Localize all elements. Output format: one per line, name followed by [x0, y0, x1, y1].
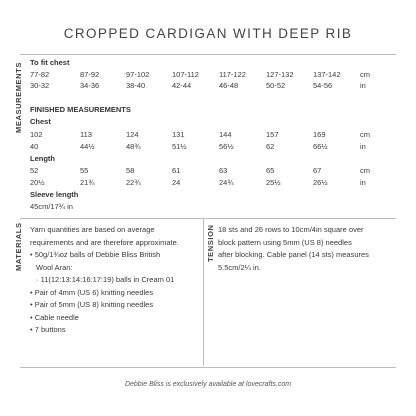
chest-cm-cell: 113 [80, 130, 92, 139]
to-fit-cm-cell: 77-82 [30, 70, 50, 79]
length-cm-cell: 52 [30, 166, 39, 175]
length-cm-cell: 63 [219, 166, 228, 175]
to-fit-in-cell: 30-32 [30, 81, 50, 90]
divider-top [20, 54, 396, 55]
to-fit-in-cell: 34-36 [80, 81, 100, 90]
materials-needles-4mm: • Pair of 4mm (US 6) knitting needles [30, 287, 154, 297]
materials-label: MATERIALS [14, 222, 23, 271]
length-in-cell: 21¾ [80, 178, 95, 187]
length-cm-cell: 61 [172, 166, 181, 175]
tension-line3: after blocking. Cable panel (14 sts) measures [218, 250, 369, 259]
length-cm-cell: 55 [80, 166, 89, 175]
tension-line2: block pattern using 5mm (US 8) needles [218, 237, 352, 247]
to-fit-cm-cell: 127-132 [266, 70, 294, 79]
chest-cm-cell: 102 [30, 130, 43, 139]
to-fit-in-unit: in [360, 81, 366, 90]
materials-needles-5mm: • Pair of 5mm (US 8) knitting needles [30, 300, 154, 309]
to-fit-cm-cell: 117-122 [219, 70, 246, 79]
length-in-cell: 25½ [266, 178, 281, 187]
pattern-title: CROPPED CARDIGAN WITH DEEP RIB [63, 26, 353, 41]
chest-label: Chest [30, 117, 51, 126]
to-fit-cm-cell: 107-112 [172, 70, 199, 79]
to-fit-in-cell: 42-44 [172, 81, 192, 90]
materials-yarn-line1: • 50g/1¾oz balls of Debbie Bliss British [30, 250, 161, 259]
divider-middle [20, 218, 396, 219]
finished-measurements-label: FINISHED MEASUREMENTS [30, 105, 131, 114]
to-fit-cm-cell: 87-92 [80, 70, 100, 79]
chest-cm-cell: 169 [313, 130, 326, 139]
divider-bottom [20, 367, 396, 368]
materials-buttons: • 7 buttons [30, 325, 66, 334]
length-in-cell: 22¾ [126, 178, 141, 187]
to-fit-in-cell: 46-48 [219, 81, 239, 90]
to-fit-cm-cell: 137-142 [313, 70, 341, 79]
divider-vertical [203, 219, 204, 366]
tension-text [218, 224, 369, 274]
length-label: Length [30, 154, 55, 163]
to-fit-in-cell: 38-40 [126, 81, 146, 90]
chest-cm-cell: 124 [126, 130, 139, 139]
sleeve-length-value: 45cm/17¾ in [30, 202, 73, 211]
length-cm-cell: 65 [266, 166, 275, 175]
footer-note: Debbie Bliss is exclusively available at lovecrafts.com [124, 381, 292, 388]
chest-in-cell: 44½ [80, 142, 95, 151]
chest-cm-cell: 131 [172, 130, 185, 139]
length-cm-cell: 58 [126, 166, 135, 175]
length-in-cell: 24 [172, 178, 181, 187]
chest-in-cell: 62 [266, 142, 275, 151]
to-fit-cm-unit: cm [360, 70, 370, 79]
to-fit-in-cell: 50-52 [266, 81, 286, 90]
materials-intro-line2: requirements and are therefore approximate. [30, 237, 179, 247]
to-fit-label: To fit chest [30, 58, 70, 67]
to-fit-in-cell: 54-56 [313, 81, 333, 90]
tension-line4: 5.5cm/2¼ in. [218, 262, 261, 272]
length-in-cell: 20½ [30, 178, 45, 187]
length-in-cell: 24¾ [219, 178, 234, 187]
materials-cable-needle: • Cable needle [30, 312, 79, 322]
chest-in-cell: 66½ [313, 142, 328, 151]
length-in-cell: 26½ [313, 178, 328, 187]
chest-in-unit: in [360, 142, 366, 151]
materials-yarn-balls: · 11(12:13:14:16:17:19) balls in Cream 01 [36, 275, 175, 284]
length-cm-cell: 67 [313, 166, 322, 175]
length-cm-unit: cm [360, 166, 370, 175]
tension-line1: 18 sts and 26 rows to 10cm/4in square over [218, 225, 364, 234]
chest-in-cell: 40 [30, 142, 39, 151]
measurements-label: MEASUREMENTS [14, 62, 23, 133]
sleeve-length-label: Sleeve length [30, 190, 79, 199]
length-in-unit: in [360, 178, 366, 187]
materials-intro-line1: Yarn quantities are based on average [30, 225, 155, 234]
chest-in-cell: 56½ [219, 142, 234, 151]
materials-text [30, 224, 179, 337]
to-fit-cm-cell: 97-102 [126, 70, 150, 79]
tension-label: TENSION [206, 224, 215, 262]
chest-in-cell: 48¾ [126, 142, 141, 151]
chest-in-cell: 51½ [172, 142, 187, 151]
chest-cm-cell: 144 [219, 130, 232, 139]
chest-cm-unit: cm [360, 130, 370, 139]
materials-yarn-line2: Wool Aran: [36, 262, 73, 272]
chest-cm-cell: 157 [266, 130, 279, 139]
